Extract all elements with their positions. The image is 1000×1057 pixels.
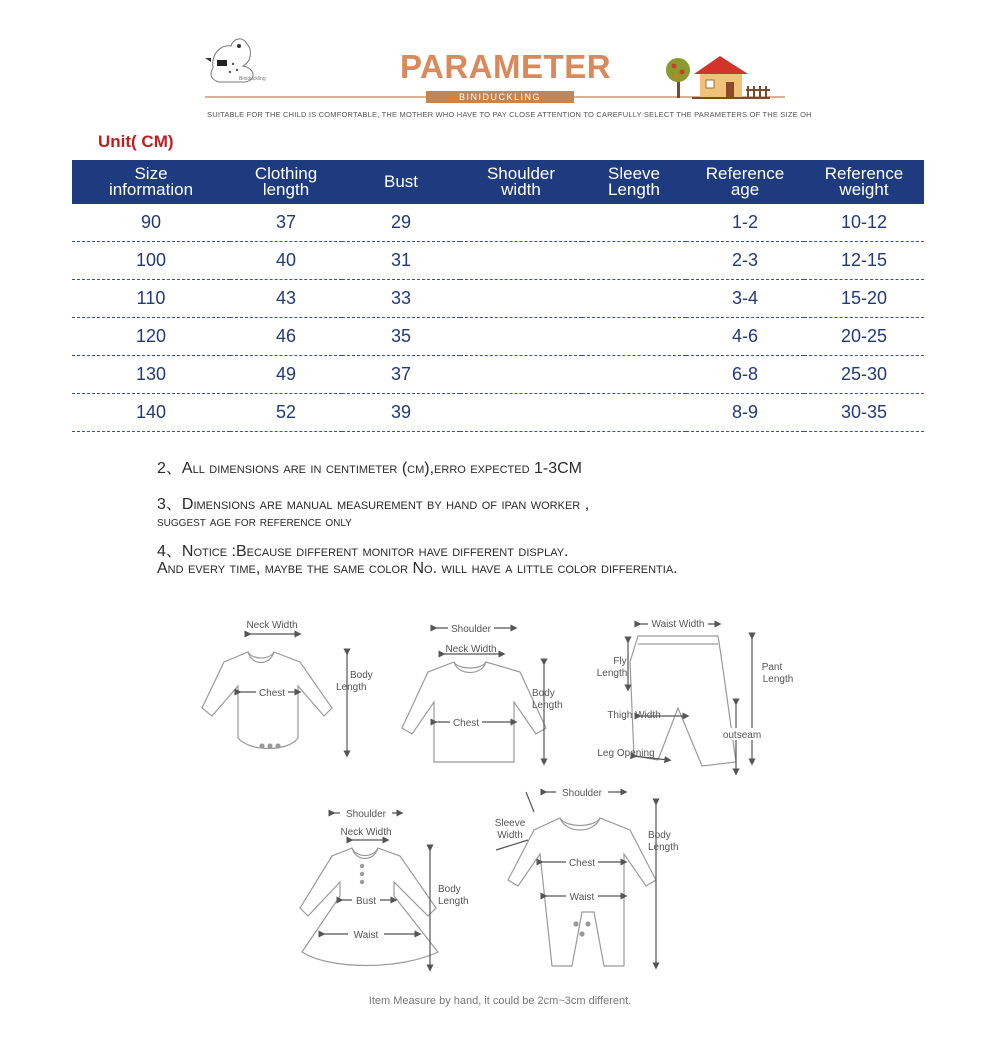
table-row xyxy=(72,242,924,280)
cell-reference-age: 6-8 xyxy=(686,356,804,394)
label-outseam: outseam xyxy=(722,730,762,741)
cell-sleeve-length xyxy=(582,394,686,432)
cell-reference-age: 3-4 xyxy=(686,280,804,318)
label-neck-width: Neck Width xyxy=(246,620,298,631)
cell-shoulder-width xyxy=(460,280,582,318)
label-leg-opening: Leg Opening xyxy=(597,748,655,759)
measurement-diagrams xyxy=(190,612,794,977)
cell-clothing-length: 40 xyxy=(230,242,342,280)
label-body: Body xyxy=(350,670,373,681)
cell-reference-weight: 15-20 xyxy=(804,280,924,318)
unit-label: Unit( CM) xyxy=(98,132,174,151)
cell-bust: 29 xyxy=(342,204,460,242)
cell-sleeve-length xyxy=(582,204,686,242)
cell-shoulder-width xyxy=(460,356,582,394)
label-body-length: Length xyxy=(648,842,679,853)
cell-clothing-length: 46 xyxy=(230,318,342,356)
note-4-line-2: And every time, maybe the same color No. will have a little color differentia. xyxy=(157,560,678,577)
cell-bust: 31 xyxy=(342,242,460,280)
note-4 xyxy=(157,543,678,577)
footer-note: Item Measure by hand, it could be 2cm~3cm different. xyxy=(368,995,632,1007)
table-row xyxy=(72,204,924,242)
cell-reference-weight: 12-15 xyxy=(804,242,924,280)
col-header-size: Size information xyxy=(72,160,230,204)
label-waist: Waist xyxy=(353,930,379,941)
table-row xyxy=(72,356,924,394)
cell-reference-weight: 25-30 xyxy=(804,356,924,394)
svg-text:Biniduckling: Biniduckling xyxy=(239,76,266,82)
cell-reference-age: 8-9 xyxy=(686,394,804,432)
page-title: PARAMETER xyxy=(400,48,612,85)
label-body: Body xyxy=(648,830,671,841)
cell-sleeve-length xyxy=(582,242,686,280)
label-neck-width: Neck Width xyxy=(340,827,392,838)
cell-shoulder-width xyxy=(460,394,582,432)
label-fly: Fly xyxy=(613,656,627,667)
cell-size: 90 xyxy=(72,204,230,242)
label-sleeve-width: Width xyxy=(497,830,523,841)
cell-sleeve-length xyxy=(582,280,686,318)
cell-shoulder-width xyxy=(460,318,582,356)
label-body-length: Length xyxy=(336,682,367,693)
cell-size: 140 xyxy=(72,394,230,432)
label-chest: Chest xyxy=(568,858,596,869)
page-header xyxy=(0,0,1000,125)
cell-size: 120 xyxy=(72,318,230,356)
size-table xyxy=(72,160,924,432)
label-pant-length: Length xyxy=(762,674,794,685)
label-bust: Bust xyxy=(355,896,377,907)
note-3-line-2: suggest age for reference only xyxy=(157,513,352,529)
label-body-length: Length xyxy=(532,700,563,711)
col-header-shoulder-width: Shoulder width xyxy=(460,160,582,204)
cell-size: 100 xyxy=(72,242,230,280)
cell-bust: 37 xyxy=(342,356,460,394)
label-neck-width: Neck Width xyxy=(445,644,497,655)
col-header-clothing-length: Clothing length xyxy=(230,160,342,204)
label-shoulder: Shoulder xyxy=(345,809,387,820)
cell-reference-age: 4-6 xyxy=(686,318,804,356)
cell-bust: 33 xyxy=(342,280,460,318)
cell-bust: 39 xyxy=(342,394,460,432)
label-chest: Chest xyxy=(258,688,286,699)
cell-size: 130 xyxy=(72,356,230,394)
table-row xyxy=(72,280,924,318)
cell-clothing-length: 52 xyxy=(230,394,342,432)
cell-sleeve-length xyxy=(582,318,686,356)
label-waist-width: Waist Width xyxy=(651,619,705,630)
cell-reference-age: 1-2 xyxy=(686,204,804,242)
col-header-reference-age: Reference age xyxy=(686,160,804,204)
brand-label: BINIDUCKLING xyxy=(426,91,574,103)
cell-clothing-length: 49 xyxy=(230,356,342,394)
label-shoulder: Shoulder xyxy=(450,624,492,635)
label-fly-length: Length xyxy=(596,668,628,679)
house-icon xyxy=(664,50,774,100)
cell-reference-weight: 10-12 xyxy=(804,204,924,242)
label-thigh-width: Thigh Width xyxy=(607,710,661,721)
label-pant: Pant xyxy=(761,662,783,673)
label-body-length: Length xyxy=(438,896,469,907)
col-header-sleeve-length: Sleeve Length xyxy=(582,160,686,204)
label-body: Body xyxy=(532,688,555,699)
tagline: SUITABLE FOR THE CHILD IS COMFORTABLE, THE MOTHER WHO HAVE TO PAY CLOSE ATTENTION TO CAREFULLY SELECT THE PARAMETERS OF THE SIZE OH xyxy=(207,110,812,119)
cell-size: 110 xyxy=(72,280,230,318)
label-shoulder: Shoulder xyxy=(561,788,603,799)
duck-logo-icon xyxy=(203,28,266,86)
cell-reference-weight: 30-35 xyxy=(804,394,924,432)
note-3-line-1: 3、Dimensions are manual measurement by hand of ipan worker , xyxy=(157,496,590,513)
col-header-reference-weight: Reference weight xyxy=(804,160,924,204)
cell-bust: 35 xyxy=(342,318,460,356)
cell-reference-weight: 20-25 xyxy=(804,318,924,356)
table-row xyxy=(72,394,924,432)
cell-sleeve-length xyxy=(582,356,686,394)
cell-shoulder-width xyxy=(460,204,582,242)
cell-shoulder-width xyxy=(460,242,582,280)
note-3 xyxy=(157,496,589,530)
cell-clothing-length: 37 xyxy=(230,204,342,242)
label-waist: Waist xyxy=(569,892,595,903)
cell-reference-age: 2-3 xyxy=(686,242,804,280)
note-4-line-1: 4、Notice :Because different monitor have different display. xyxy=(157,543,569,560)
table-header-row xyxy=(72,160,924,204)
note-2: 2、All dimensions are in centimeter (cm),erro expected 1-3CM xyxy=(157,460,583,477)
label-body: Body xyxy=(438,884,461,895)
col-header-bust: Bust xyxy=(342,160,460,204)
table-row xyxy=(72,318,924,356)
cell-clothing-length: 43 xyxy=(230,280,342,318)
label-chest: Chest xyxy=(452,718,480,729)
label-sleeve: Sleeve xyxy=(494,818,526,829)
